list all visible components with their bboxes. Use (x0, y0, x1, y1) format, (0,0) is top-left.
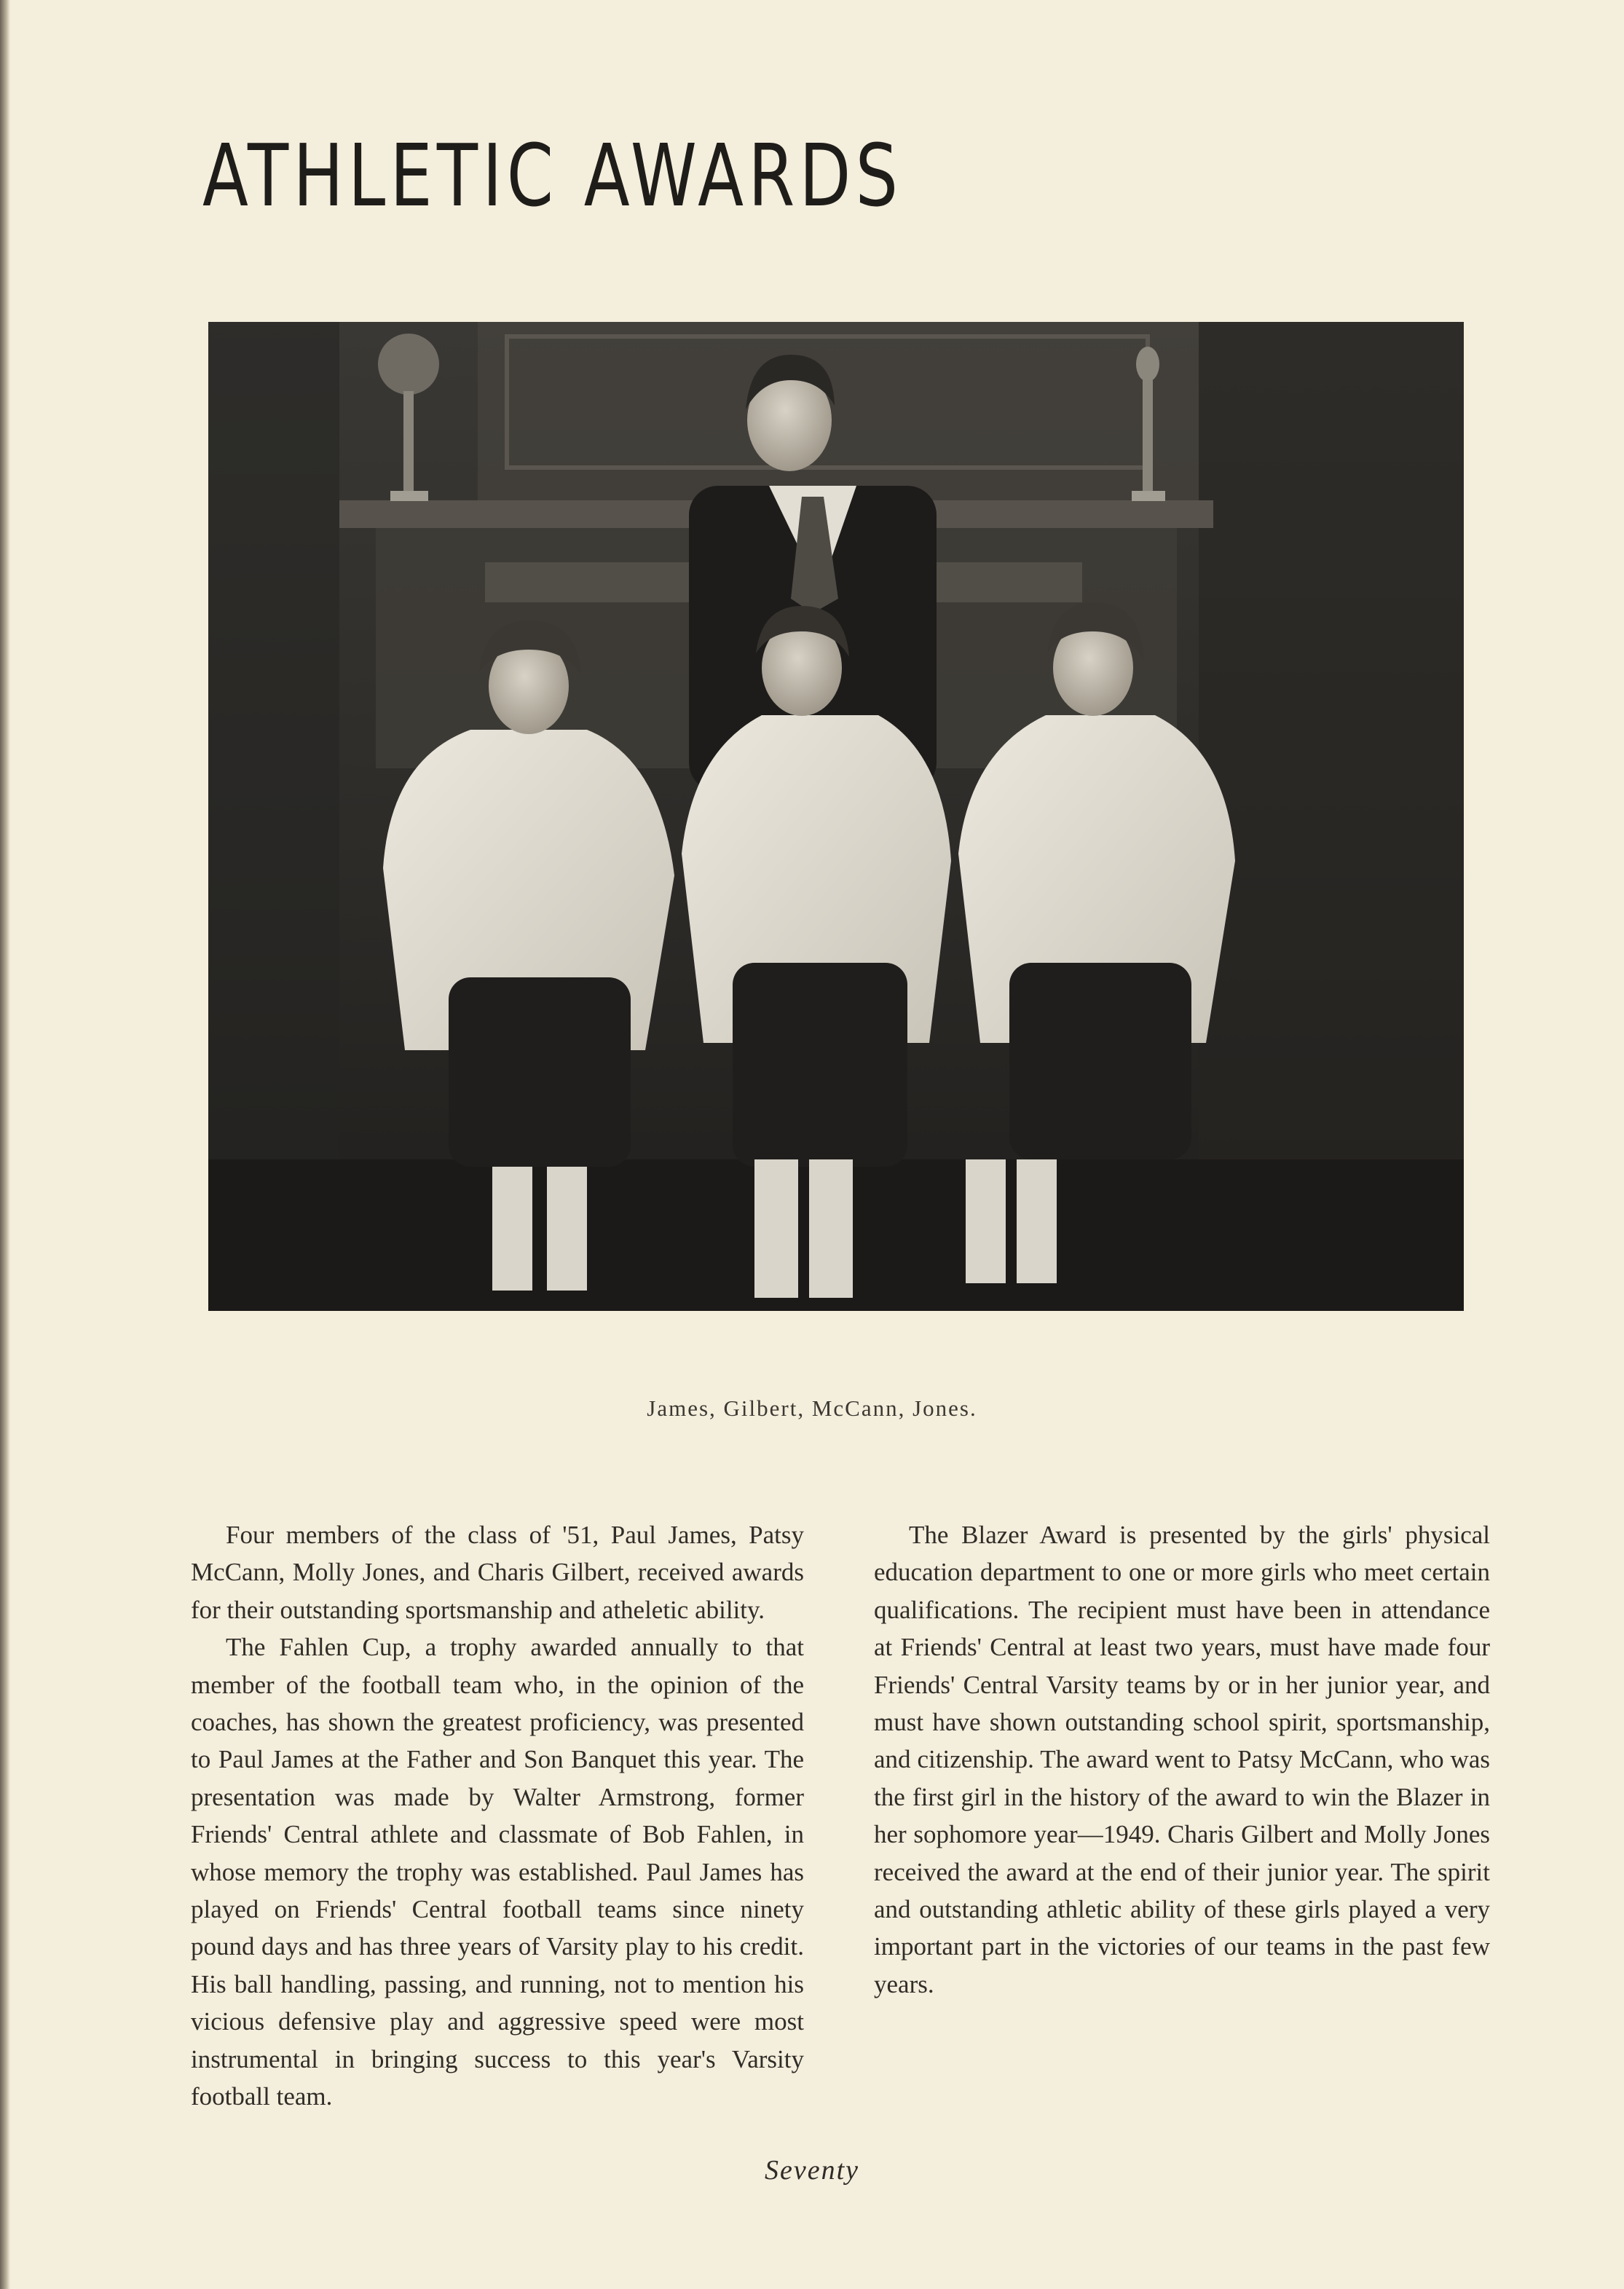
right-column (874, 1516, 1490, 2003)
group-portrait-photo (208, 322, 1464, 1311)
left-column (191, 1516, 804, 2116)
page-title: ATHLETIC AWARDS (202, 125, 903, 226)
photo-caption: James, Gilbert, McCann, Jones. (647, 1395, 977, 1421)
right-paragraph-1: The Blazer Award is presented by the girls' physical education department to one or more girls who meet certain qualifications. The recipient must have been in attendance at Friends' Central at least two years, must have made four Friends' Central Varsity teams by or in her junior year, and must have shown outstanding school spirit, sportsmanship, and citizenship. The award went to Patsy McCann, who was the first girl in the history of the award to win the Blazer in her sophomore year—1949. Charis Gilbert and Molly Jones received the award at the end of their junior year. The spirit and outstanding athletic ability of these girls played a very important part in the victories of our teams in the past few years. (874, 1521, 1490, 1998)
photo-illustration (208, 322, 1464, 1311)
page-edge (0, 0, 10, 2289)
left-paragraph-2: The Fahlen Cup, a trophy awarded annually to that member of the football team who, in the opinion of the coaches, has shown the greatest proficiency, was presented to Paul James at the Father and Son Banquet this year. The presentation was made by Walter Armstrong, former Friends' Central athlete and classmate of Bob Fahlen, in whose memory the trophy was established. Paul James has played on Friends' Central football teams since ninety pound days and has three years of Varsity play to his credit. His ball handling, passing, and running, not to mention his vicious defensive play and aggressive speed were most instrumental in bringing success to this year's Varsity football team. (191, 1633, 804, 2111)
left-paragraph-1: Four members of the class of '51, Paul James, Patsy McCann, Molly Jones, and Charis Gilbert, received awards for their outstanding sportsmanship and atheletic ability. (191, 1521, 804, 1624)
page-number: Seventy (764, 2155, 860, 2186)
